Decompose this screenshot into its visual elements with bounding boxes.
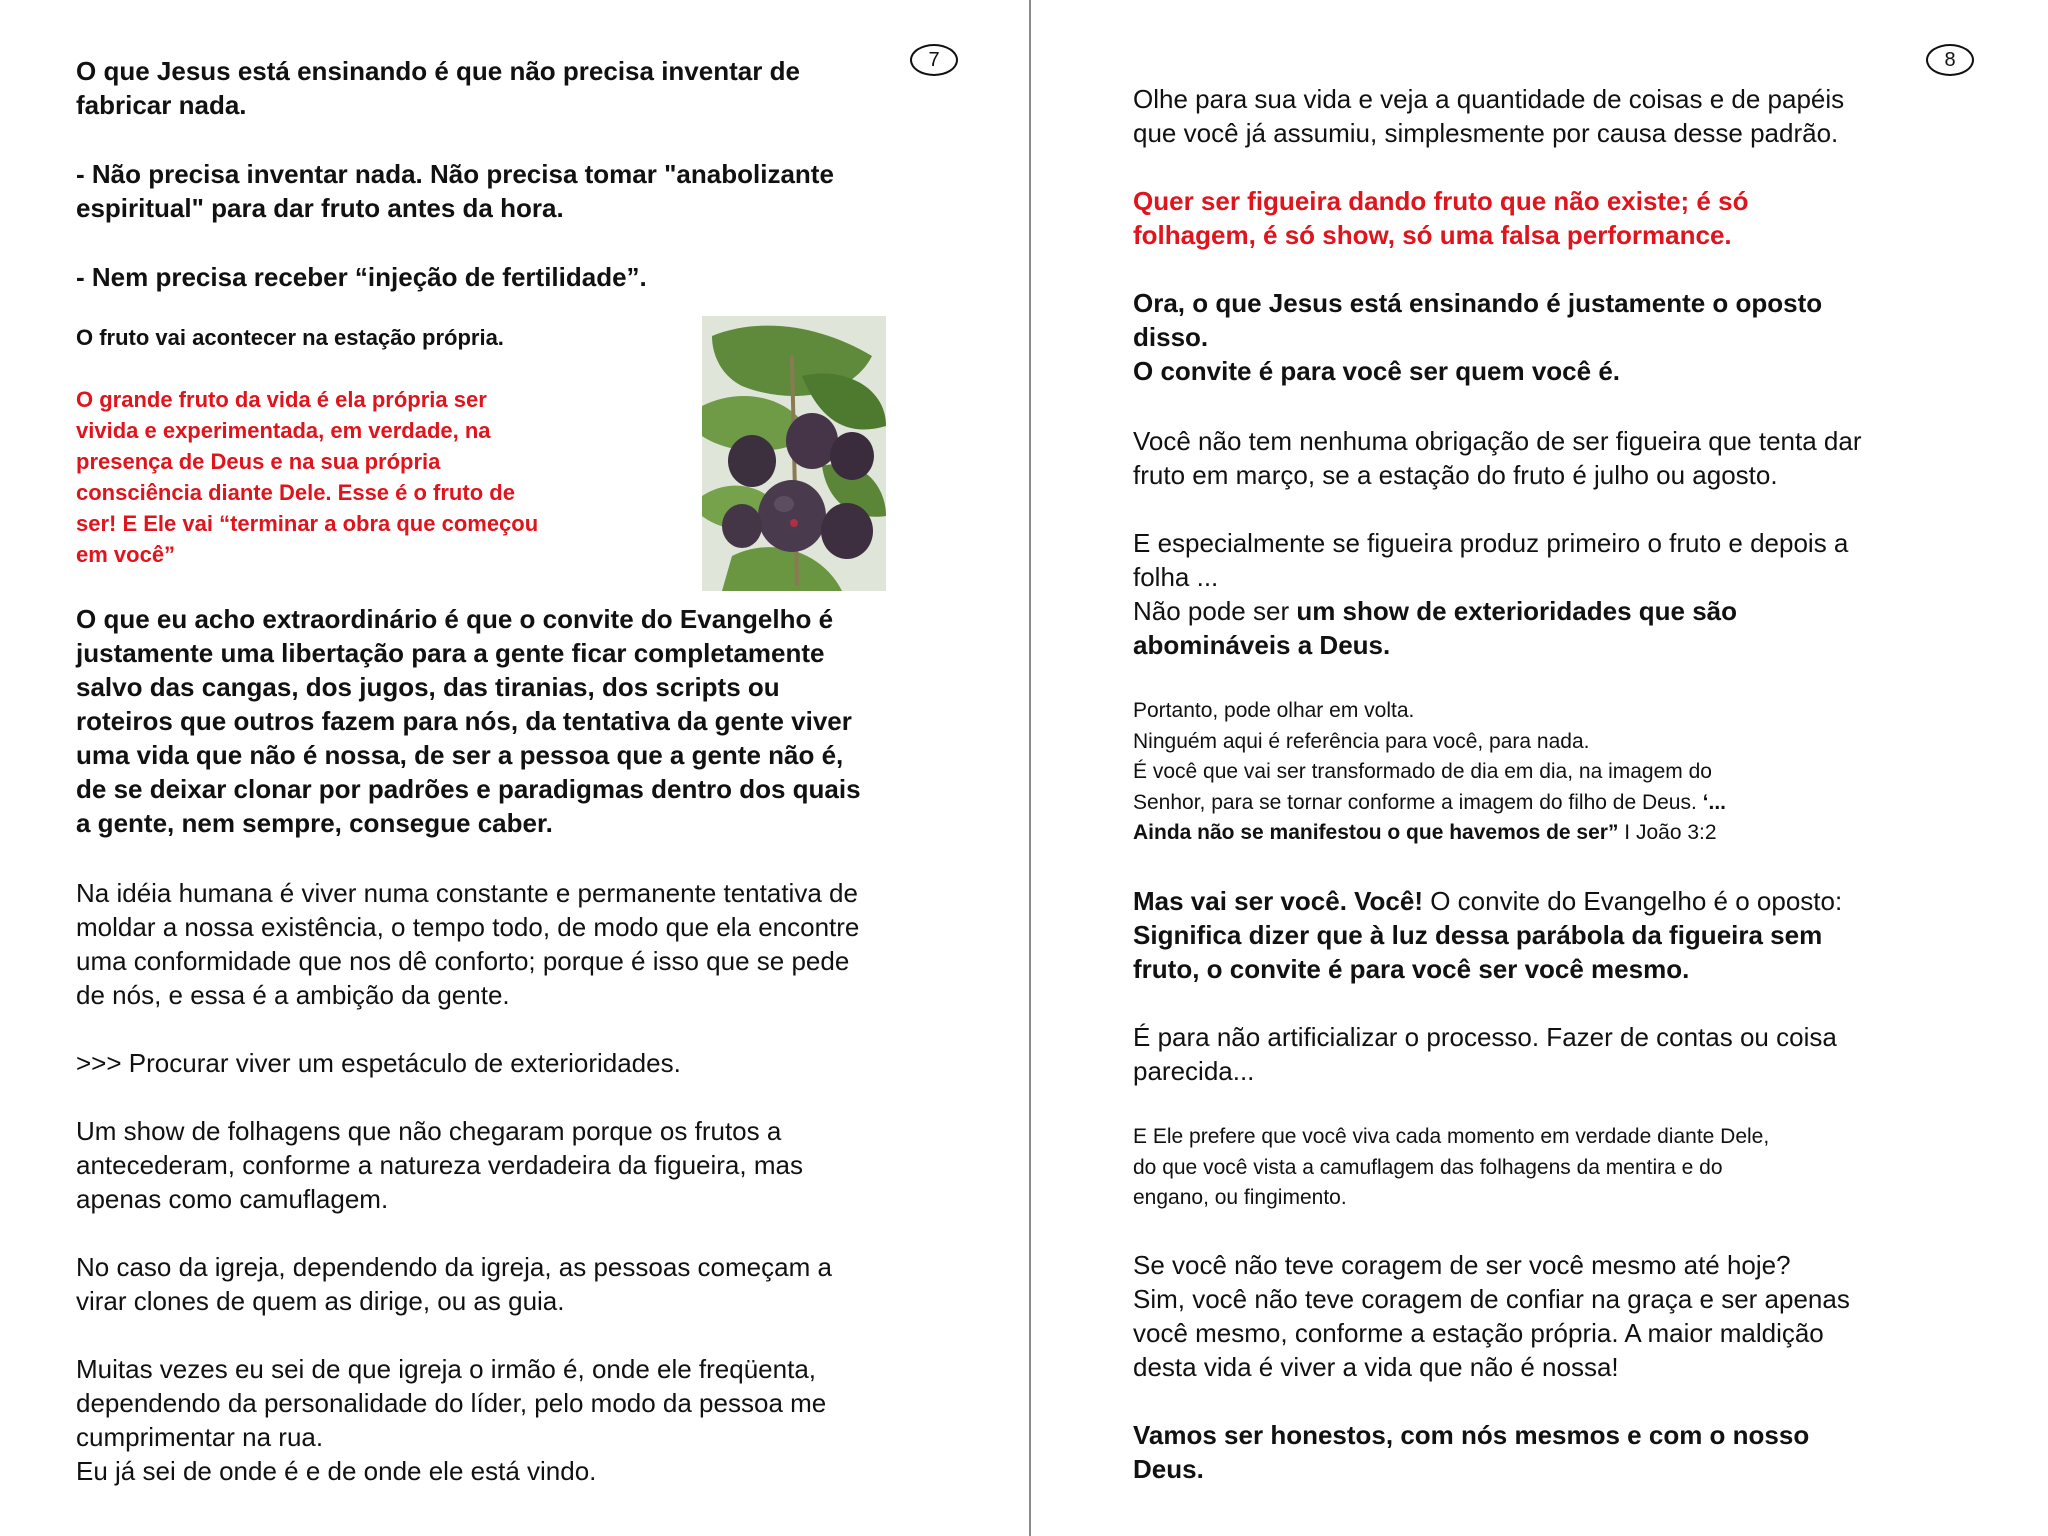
page-8: [1031, 0, 2048, 1536]
paragraph-opposite: Ora, o que Jesus está ensinando é justamente o oposto disso. O convite é para você ser quem você é.: [1133, 288, 1823, 386]
paragraph-foliage-show: Um show de folhagens que não chegaram porque os frutos a antecederam, conforme a natureza verdadeira da figueira, mas apenas como camuflagem.: [76, 1116, 803, 1214]
paragraph-look-at-life: Olhe para sua vida e veja a quantidade de coisas e de papéis que você já assumiu, simplesmente por causa desse padrão.: [1133, 84, 1845, 148]
paragraph-no-invent: - Não precisa inventar nada. Não precisa tomar "anabolizante espiritual" para dar fruto antes da hora.: [76, 159, 834, 223]
fig-tree-photo: [702, 316, 886, 591]
paragraph-great-fruit: O grande fruto da vida é ela própria ser vivida e experimentada, em verdade, na presença de Deus e na sua própria consciência diante Dele. Esse é o fruto de ser! E Ele vai “terminar a obra que começou em você”: [76, 387, 539, 567]
paragraph-be-honest: Vamos ser honestos, com nós mesmos e com o nosso Deus.: [1133, 1420, 1810, 1484]
paragraph-which-church: Muitas vezes eu sei de que igreja o irmão é, onde ele freqüenta, dependendo da personalidade do líder, pelo modo da pessoa me cumprimentar na rua. Eu já sei de onde é e de onde ele está vindo.: [76, 1354, 827, 1486]
paragraph-he-prefers: E Ele prefere que você viva cada momento em verdade diante Dele, do que você vista a camuflagem das folhagens da mentira e do engano, ou fingimento.: [1133, 1125, 1770, 1209]
paragraph-extraordinary: O que eu acho extraordinário é que o convite do Evangelho é justamente uma libertação para a gente ficar completamente salvo das cangas, dos jugos, das tiranias, dos scripts ou roteiros que outros fazem para nós, da tentativa da gente viver uma vida que não é nossa, de ser a pessoa que a gente não é, de se deixar clonar por padrões e paradigmas dentro dos quais a gente, nem sempre, consegue caber.: [76, 604, 861, 838]
paragraph-fig-show: Quer ser figueira dando fruto que não existe; é só folhagem, é só show, só uma falsa performance.: [1133, 186, 1749, 250]
paragraph-be-yourself: Mas vai ser você. Você! O convite do Evangelho é o oposto: Significa dizer que à luz dessa parábola da figueira sem fruto, o convite é para você ser você mesmo.: [1133, 886, 1843, 984]
paragraph-spectacle: >>> Procurar viver um espetáculo de exterioridades.: [76, 1048, 681, 1078]
figs-illustration: [702, 316, 886, 591]
paragraph-look-around: Portanto, pode olhar em volta. Ninguém aqui é referência para você, para nada. É você que vai ser transformado de dia em dia, na imagem do Senhor, para se tornar conforme a imagem do filho de Deus. ‘... Ainda não se manifestou o que havemos de ser” I João 3:2: [1133, 699, 1726, 844]
paragraph-church-clones: No caso da igreja, dependendo da igreja, as pessoas começam a virar clones de quem as dirige, ou as guia.: [76, 1252, 832, 1316]
paragraph-fruit-season: O fruto vai acontecer na estação própria.: [76, 325, 504, 350]
paragraph-no-obligation: Você não tem nenhuma obrigação de ser figueira que tenta dar fruto em março, se a estação do fruto é julho ou agosto.: [1133, 426, 1862, 490]
paragraph-no-artificial: É para não artificializar o processo. Fazer de contas ou coisa parecida...: [1133, 1022, 1837, 1086]
paragraph-no-injection: - Nem precisa receber “injeção de fertilidade”.: [76, 262, 647, 292]
page-number-8: 8: [1926, 44, 1974, 76]
paragraph-intro: O que Jesus está ensinando é que não precisa inventar de fabricar nada.: [76, 56, 800, 120]
paragraph-human-idea: Na idéia humana é viver numa constante e permanente tentativa de moldar a nossa existência, o tempo todo, de modo que ela encontre uma conformidade que nos dê conforto; porque é isso que se pede de nós, e essa é a ambição da gente.: [76, 878, 860, 1010]
paragraph-courage: Se você não teve coragem de ser você mesmo até hoje? Sim, você não teve coragem de confiar na graça e ser apenas você mesmo, conforme a estação própria. A maior maldição desta vida é viver a vida que não é nossa!: [1133, 1250, 1850, 1382]
paragraph-fruit-then-leaf: E especialmente se figueira produz primeiro o fruto e depois a folha ... Não pode ser um show de exterioridades que são abomináveis a Deus.: [1133, 528, 1849, 660]
page-number-7: 7: [910, 44, 958, 76]
